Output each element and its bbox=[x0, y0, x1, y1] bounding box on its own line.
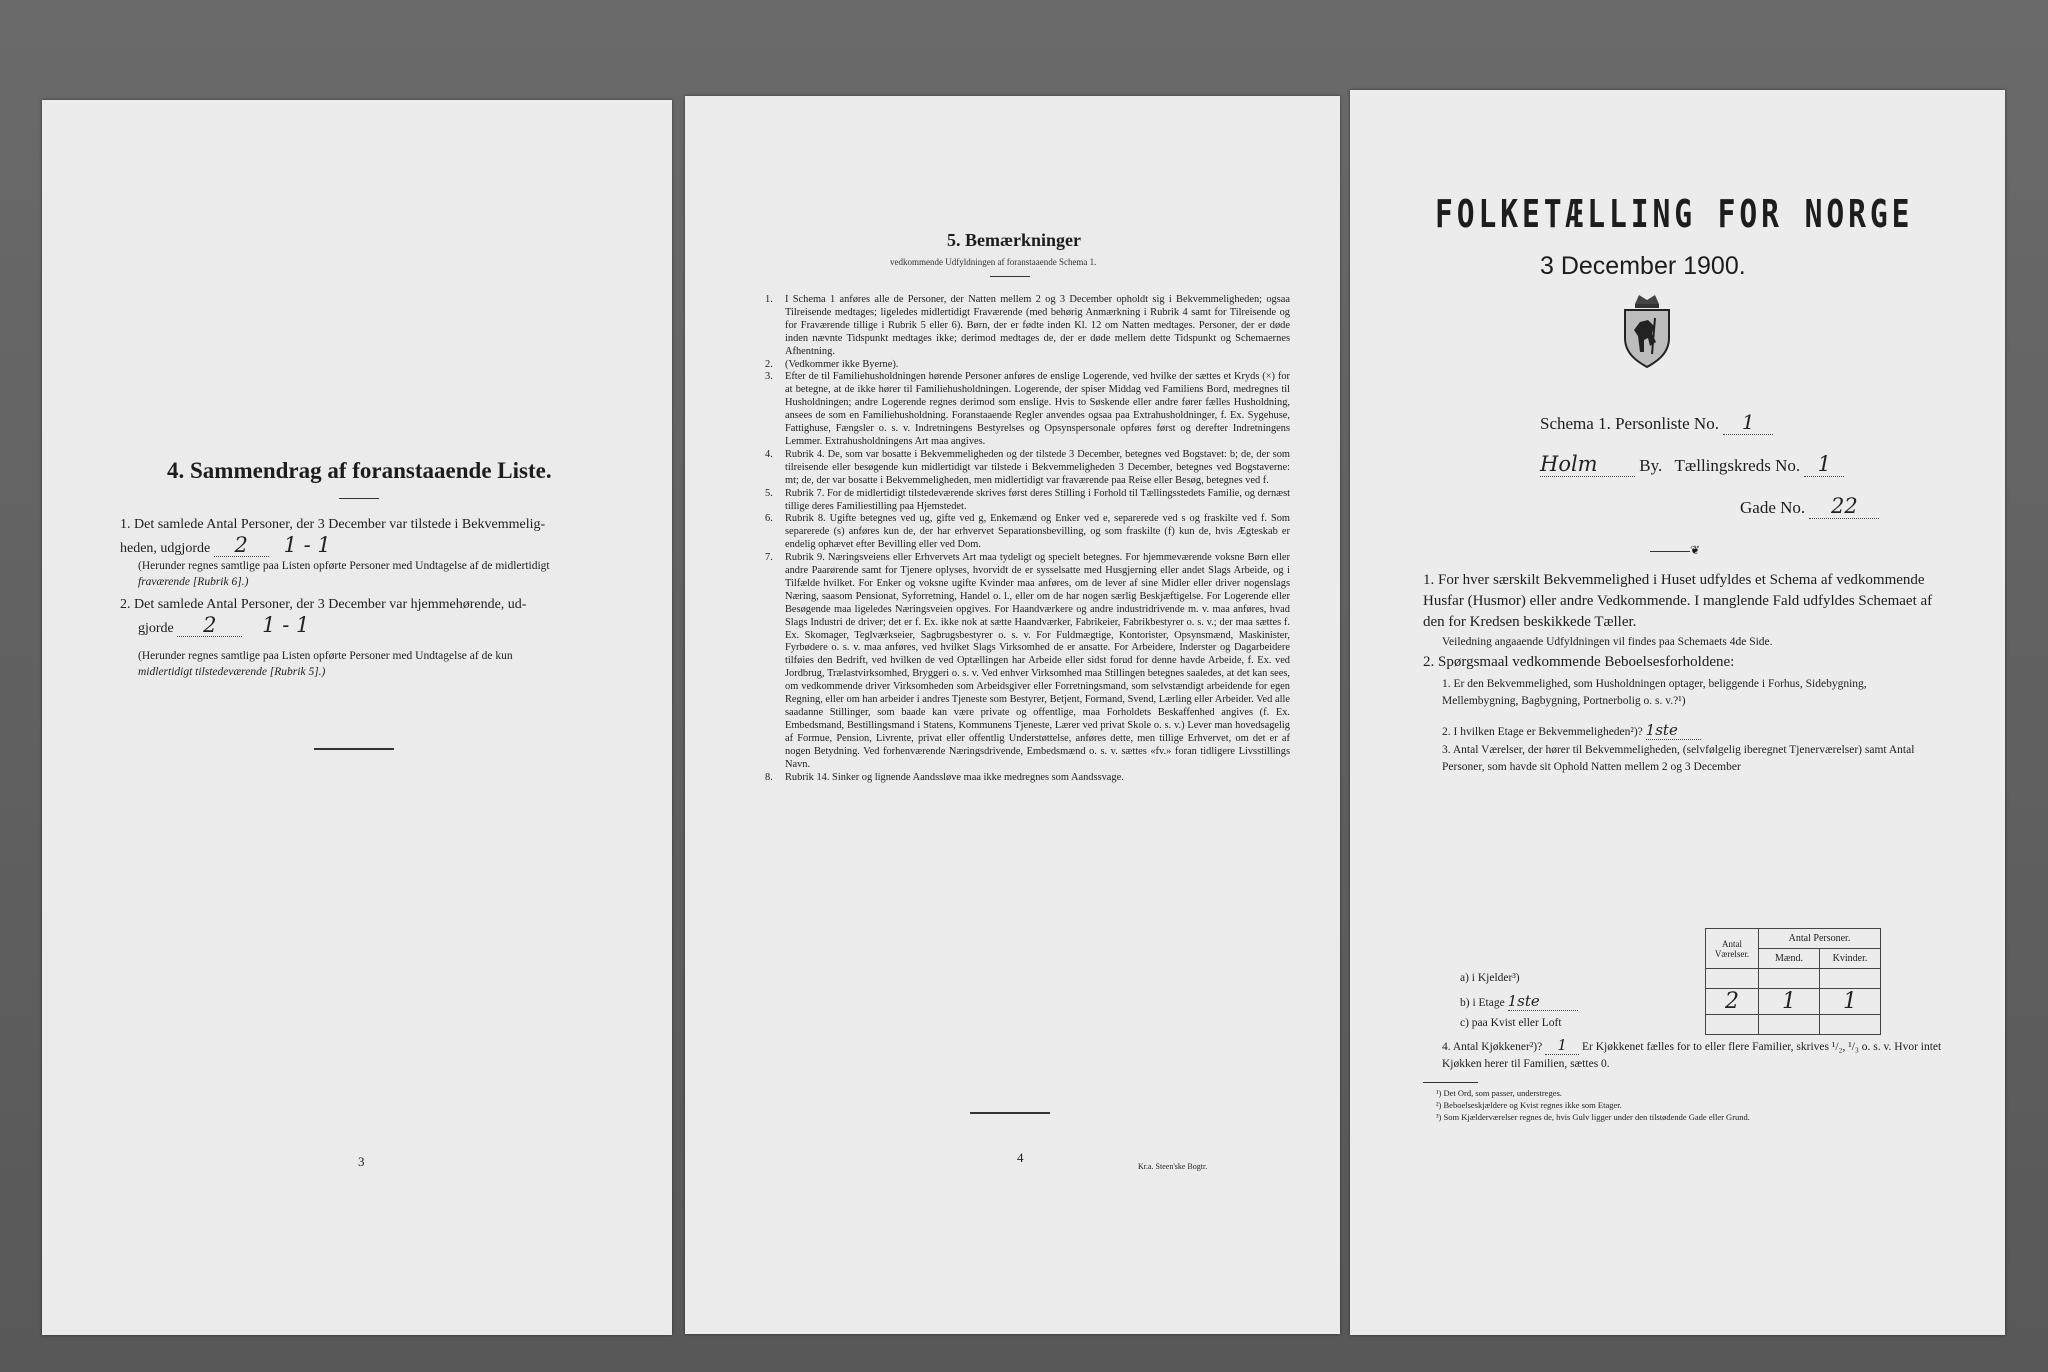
question-3: 3. Antal Værelser, der hører til Bekvemmeligheden, (selvfølgelig iberegnet Tjenerværelser) samt Antal Personer, som havde sit Ophold Natten mellem 2 og 3 December bbox=[1442, 744, 1915, 773]
item1-hand-1: 2 bbox=[214, 535, 269, 557]
instruction-1-note: Veiledning angaaende Udfyldningen vil findes paa Schemaets 4de Side. bbox=[1442, 636, 1773, 648]
title-rule bbox=[339, 498, 379, 499]
section-end-rule bbox=[314, 748, 394, 750]
row-b-hand: 1ste bbox=[1508, 993, 1578, 1011]
remark-3: 3. Efter de til Familiehusholdningen hørende Personer anføres de enslige Logerende, ved hvilke der sættes et Kryds (×) for at betegne, at de ikke hører til Familiehusholdningen. Logerende, der spiser Middag ved Familiens Bord, medregnes til Husholdningen; andre Logerende regnes derimod som enslige. Hvis to Søskende eller andre fører fælles Husholdning, ansees de som en Familiehusholdning. Foranstaaende Regler anvendes ogsaa paa Extrahusholdninger, f. Ex. Sygehuse, Fattighuse, Fængsler o. s. v. Indretningens Bestyrelses og Opsynspersonale opføres først og derefter Indretningens Lemmer. Extrahusholdningens Art maa angives. bbox=[765, 371, 1290, 447]
remark-5: 5. Rubrik 7. For de midlertidigt tilstedeværende skrives først deres Stilling i Forhold til Tællingsstedets Familie, og dernæst tillige deres Familiestilling paa Hjemstedet. bbox=[765, 487, 1290, 512]
footnote-3: ³) Som Kjælderværelser regnes de, hvis Gulv ligger under den tilstødende Gade eller Grund. bbox=[1436, 1112, 1750, 1122]
item1-hand-2: 1 - 1 bbox=[283, 533, 331, 557]
rooms-header: Antal Værelser. bbox=[1706, 929, 1759, 969]
rooms-table bbox=[1705, 928, 1881, 1035]
row-c: c) paa Kvist eller Loft bbox=[1460, 1017, 1562, 1029]
summary-item-1 bbox=[120, 514, 630, 559]
row-b: b) i Etage 1ste bbox=[1460, 993, 1700, 1012]
page-middle bbox=[685, 96, 1340, 1334]
remarks-list bbox=[765, 294, 1290, 784]
item2-line-b: gjorde 2 1 - 1 bbox=[120, 615, 630, 639]
page-right bbox=[1350, 90, 2005, 1335]
item1-line-a: 1. Det samlede Antal Personer, der 3 December var tilstede i Bekvemmelig- bbox=[120, 517, 546, 532]
item1-line-b: heden, udgjorde 2 1 - 1 bbox=[120, 535, 630, 559]
rooms-hand: 2 bbox=[1706, 989, 1759, 1015]
persons-header: Antal Personer. bbox=[1759, 929, 1881, 949]
men-header: Mænd. bbox=[1759, 949, 1820, 969]
item2-hand-2: 1 - 1 bbox=[262, 613, 310, 637]
men-hand: 1 bbox=[1759, 989, 1820, 1015]
kitchen-hand: 1 bbox=[1545, 1037, 1579, 1055]
schema-no-hand: 1 bbox=[1723, 410, 1773, 435]
footnote-rule bbox=[1423, 1082, 1478, 1083]
page-number-middle: 4 bbox=[1017, 1150, 1024, 1165]
item1-note: (Herunder regnes samtlige paa Listen opførte Personer med Undtagelse af de midlertidigt fraværende [Rubrik 6].) bbox=[138, 560, 550, 588]
question-1: 1. Er den Bekvemmelighed, som Husholdningen optager, beliggende i Forhus, Sidebygning, Mellembygning, Bagbygning, Portnerbolig o. s. v.?¹) bbox=[1442, 678, 1867, 707]
footnote-2: ²) Beboelseskjældere og Kvist regnes ikke som Etager. bbox=[1436, 1100, 1622, 1110]
remark-8: 8. Rubrik 14. Sinker og lignende Aandssløve maa ikke medregnes som Aandssvage. bbox=[765, 771, 1124, 783]
city-hand: Holm bbox=[1540, 452, 1635, 477]
instruction-2: 2. Spørgsmaal vedkommende Beboelsesforholdene: bbox=[1423, 654, 1735, 670]
remarks-subtitle: vedkommende Udfyldningen af foranstaaende Schema 1. bbox=[890, 257, 1097, 267]
gade-line: Gade No. 22 bbox=[1740, 494, 1879, 519]
question-4: 4. Antal Kjøkkener²)? 1 Er Kjøkkenet fælles for to eller flere Familier, skrives ¹/₂, ¹/₃ o. s. v. Hvor intet Kjøkken herer til Familien, sættes 0. bbox=[1442, 1036, 1942, 1070]
question-2: 2. I hvilken Etage er Bekvemmeligheden²)? 1ste bbox=[1442, 722, 1942, 741]
item2-note: (Herunder regnes samtlige paa Listen opførte Personer med Undtagelse af de kun midlertidigt tilstedeværende [Rubrik 5].) bbox=[138, 650, 513, 678]
census-date: 3 December 1900. bbox=[1540, 252, 1746, 280]
page-left bbox=[42, 100, 672, 1335]
remark-4: 4. Rubrik 4. De, som var bosatte i Bekvemmeligheden og der tilstede 3 December, betegnes ved Bogstavet: b; de, der som tilreisende eller besøgende kun midlertidigt var tilstede i Bekvemmeligheden 3 December, betegnes ved Bogstaverne: mt; de, der var bosatte i Bekvemmeligheden, men midlertidigt var fraværende paa Reise eller Besøg, betegnes ved f. bbox=[765, 448, 1290, 486]
summary-item-2 bbox=[120, 594, 630, 639]
remarks-title: 5. Bemærkninger bbox=[947, 230, 1081, 250]
coat-of-arms-icon bbox=[1618, 290, 1676, 370]
page-number-left: 3 bbox=[358, 1154, 365, 1169]
item2-hand-1: 2 bbox=[177, 615, 242, 637]
gade-no-hand: 22 bbox=[1809, 494, 1879, 519]
printer-imprint: Kr.a. Steen'ske Bogtr. bbox=[1138, 1162, 1208, 1171]
etage-hand: 1ste bbox=[1646, 722, 1701, 740]
census-title: FOLKETÆLLING FOR NORGE bbox=[1435, 192, 1914, 236]
women-hand: 1 bbox=[1820, 989, 1881, 1015]
remark-6: 6. Rubrik 8. Ugifte betegnes ved ug, gifte ved g, Enkemænd og Enker ved e, separerede ved s og fraskilte ved f. Som separerede (s) anføres kun de, der har erhvervet Separationsbevilling, og som fraskilte (f) kun de, hvis Ægteskab er endelig ophævet efter Bevilling eller ved Dom. bbox=[765, 513, 1290, 551]
summary-title: 4. Sammendrag af foranstaaende Liste. bbox=[167, 458, 552, 483]
instruction-1: 1. For hver særskilt Bekvemmelighed i Huset udfyldes et Schema af vedkommende Husfar (Husmor) eller andre Vedkommende. I manglende Fald udfyldes Schemaet af den for Kredsen beskikkede Tæller. bbox=[1423, 572, 1933, 630]
krets-no-hand: 1 bbox=[1804, 452, 1844, 477]
city-line: Holm By. Tællingskreds No. 1 bbox=[1540, 452, 1844, 477]
remark-1: 1. I Schema 1 anføres alle de Personer, der Natten mellem 2 og 3 December opholdt sig i Bekvemmeligheden; ogsaa Tilreisende medtages; ligeledes midlertidigt Fraværende (med behørig Anmærkning i Rubrik 4 samt for Tilreisende og for Fraværende tillige i Rubrik 5 eller 6). Børn, der er fødte inden Kl. 12 om Natten medtages. Personer, der er døde inden nævnte Tidspunkt medtages ikke; derimod medtages de, der er døde mellem dette Tidspunkt og Schemaernes Afhentning. bbox=[765, 294, 1290, 357]
row-a: a) i Kjelder³) bbox=[1460, 972, 1520, 984]
remark-7: 7. Rubrik 9. Næringsveiens eller Erhvervets Art maa tydeligt og specielt betegnes. For hjemmeværende voksne Børn eller andre Paarørende samt for Tjenere oplyses, hvorvidt de er sysselsatte med Husgjerning eller andet Slags Arbeide, og i Tilfælde hvilket. For Enker og voksne ugifte Kvinder maa anføres, om de lever af sine Midler eller driver nogenslags Næring, saasom Pensionat, Syforretning, Handel o. l., eller om de har nogen særlig Beskjæftigelse. For Logerende eller Besøgende maa ligeledes Næringsveien opgives. For Haandværkere og andre industridrivende m. v. maa anføres, hvad Slags Industri de driver; det er f. Ex. ikke nok at sætte Haandværker, Fabrikeier, Fabrikbestyrer o. s. v.; der maa sættes f. Ex. Skomager, Teglværkseier, Sagbrugsbestyrer o. s. v. For Fuldmægtige, Kontorister, Opsynsmænd, Maskinister, Fyrbødere o. s. v. maa anføres, ved hvilket Slags Virksomhed de er ansatte. For Arbeidere, Inderster og Dagarbeidere tilføies den Bedrift, ved hvilken de ved Optællingen har Arbeide eller sidst forud for denne havde Arbeide, f. Ex. ved Jordbrug, Trælastvirksomhed, Bryggeri o. s. v. Ved enhver Virksomhed maa Stillingen betegnes saaledes, at det kan sees, om vedkommende driver Virksomheden som Arbeidsgiver eller Forretningsmand, som selvstændigt arbeidende for egen Regning, eller om han arbeider i andres Tjeneste som Bestyrer, Betjent, Formand, Svend, Lærling eller Arbeider. Ved alle saadanne Stillinger, som baade kan være private og offentlige, maa Forholdets Beskaffenhed angives (f. Ex. Embedsmand, Bestillingsmand i Statens, Kommunens Tjeneste, Lærer ved privat Skole o. s. v.) Lever man hovedsagelig af Formue, Pension, Livrente, privat eller offentlig Understøttelse, anføres dette, men tillige Erhvervet, om det er af nogen Betydning. Ved forhenværende Næringsdrivende, Embedsmænd o. s. v. sættes «fv.» foran tidligere Livsstillings Navn. bbox=[765, 552, 1290, 770]
footnote-1: ¹) Det Ord, som passer, understreges. bbox=[1436, 1088, 1562, 1098]
women-header: Kvinder. bbox=[1820, 949, 1881, 969]
remark-2: 2. (Vedkommer ikke Byerne). bbox=[765, 358, 899, 370]
schema-line: Schema 1. Personliste No. 1 bbox=[1540, 410, 1773, 435]
ornament-icon: ❦ bbox=[1650, 543, 1700, 558]
section-end-rule bbox=[970, 1112, 1050, 1114]
remarks-rule bbox=[990, 276, 1030, 277]
item2-line-a: 2. Det samlede Antal Personer, der 3 December var hjemmehørende, ud- bbox=[120, 597, 527, 612]
